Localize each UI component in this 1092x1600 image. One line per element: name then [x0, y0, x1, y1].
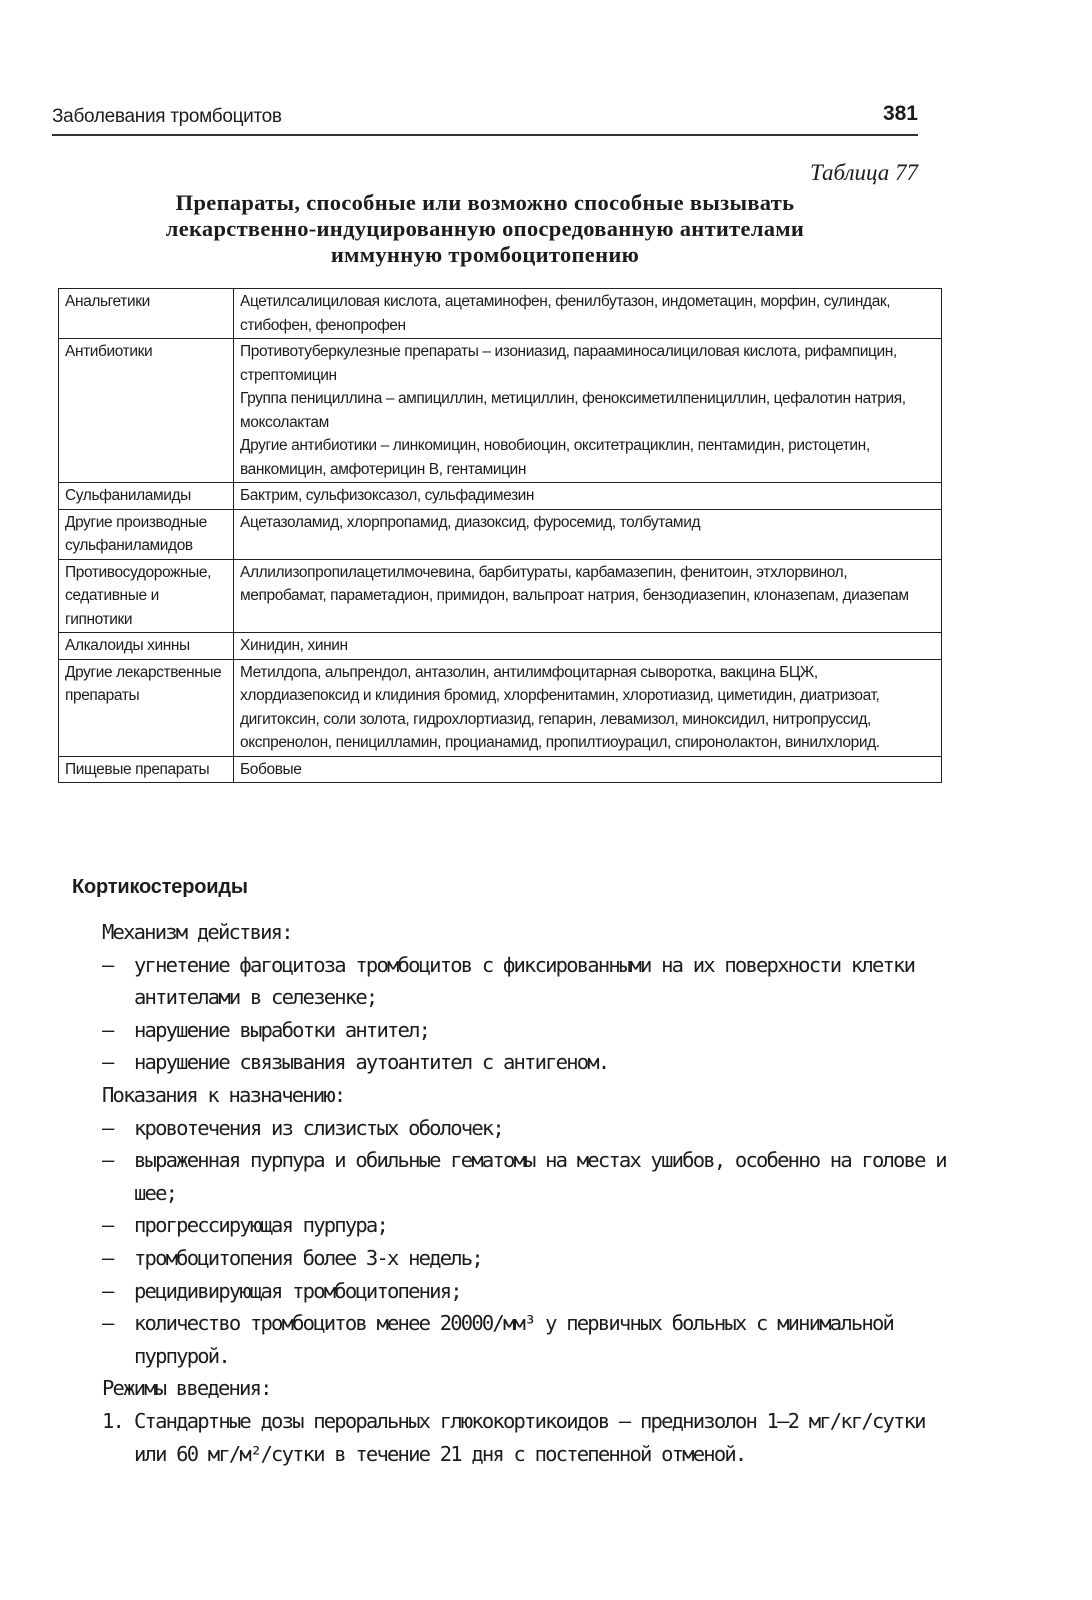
drug-line: Бобовые	[240, 760, 302, 778]
category-cell: Сульфаниламиды	[59, 483, 234, 510]
table-row	[59, 659, 942, 756]
list-item-text: угнетение фагоцитоза тромбоцитов с фиксированными на их поверхности клетки антителами в селезенке;	[134, 952, 915, 1010]
category-cell: Антибиотики	[59, 339, 234, 483]
list-item	[102, 1275, 962, 1308]
category-cell: Алкалоиды хинны	[59, 633, 234, 660]
category-cell: Противосудорожные, седативные и гипнотики	[59, 559, 234, 633]
table-title-line: иммунную тромбоцитопению	[330, 242, 640, 267]
dash-marker: –	[102, 1278, 113, 1303]
drug-line: Ацетазоламид, хлорпропамид, диазоксид, фуросемид, толбутамид	[240, 513, 701, 531]
table-title-line: лекарственно-индуцированную опосредованную антителами	[165, 216, 805, 241]
mechanism-label: Механизм действия:	[102, 920, 292, 944]
drug-line: Хинидин, хинин	[240, 637, 348, 654]
dash-marker: –	[102, 1311, 113, 1336]
table-row	[59, 289, 942, 339]
list-item	[102, 1144, 962, 1209]
list-item	[102, 1112, 962, 1145]
table-number: Таблица 77	[809, 160, 918, 185]
list-item	[102, 1209, 962, 1242]
dash-marker: –	[102, 1115, 113, 1140]
page-number: 381	[882, 102, 918, 125]
drug-line: Бактрим, сульфизоксазол, сульфадимезин	[240, 487, 535, 504]
drug-line: Метилдопа, альпрендол, антазолин, антилимфоцитарная сыворотка, вакцина БЦЖ, хлордиазепоксид и клидиния бромид, хлорфенитамин, хлоротиазид, циметидин, диатризоат, дигитоксин, соли золота, гидрохлортиазид, гепарин, левамизол, миноксидил, нитропруссид, окспренолон, пеницилламин, процианамид, пропилтиоурацил, спиронолактон, винилхлорид.	[240, 663, 880, 751]
category-cell: Анальгетики	[59, 289, 234, 339]
drugs-cell	[234, 559, 942, 633]
table-row	[59, 559, 942, 633]
table-row	[59, 756, 942, 783]
dash-marker: –	[102, 1245, 113, 1270]
drug-line: Группа пенициллина – ампициллин, метициллин, феноксиметилпенициллин, цефалотин натрия, моксолактам	[240, 390, 906, 431]
drug-line: Противотуберкулезные препараты – изониазид, парааминосалициловая кислота, рифампицин, стрептомицин	[240, 343, 897, 384]
drug-table	[58, 288, 942, 783]
dash-marker: –	[102, 1148, 113, 1173]
list-item-text: нарушение выработки антител;	[134, 1017, 430, 1042]
drugs-cell	[234, 633, 942, 660]
drugs-cell	[234, 659, 942, 756]
list-item-text: количество тромбоцитов менее 20000/мм³ у первичных больных с минимальной пурпурой.	[134, 1311, 894, 1368]
section-body	[102, 916, 962, 1470]
category-cell: Другие производные сульфаниламидов	[59, 509, 234, 559]
drugs-cell	[234, 756, 942, 783]
table-title-line: Препараты, способные или возможно способные вызывать	[175, 190, 795, 215]
drugs-cell	[234, 339, 942, 483]
indications-label: Показания к назначению:	[102, 1082, 345, 1107]
table-row	[59, 339, 942, 483]
number-marker: 1.	[102, 1408, 124, 1433]
dash-marker: –	[102, 1050, 113, 1075]
dash-marker: –	[102, 1017, 113, 1042]
dash-marker: –	[102, 952, 113, 977]
drugs-cell	[234, 483, 942, 510]
regimens-label: Режимы введения:	[102, 1376, 271, 1401]
table-row	[59, 509, 942, 559]
drugs-cell	[234, 289, 942, 339]
running-title: Заболевания тромбоцитов	[52, 106, 282, 127]
list-item	[102, 1046, 962, 1079]
list-item-text: нарушение связывания аутоантител с антигеном.	[134, 1050, 609, 1075]
list-item	[102, 1242, 962, 1275]
table-row	[59, 483, 942, 510]
category-cell: Другие лекарственные препараты	[59, 659, 234, 756]
table-title	[60, 190, 910, 268]
section-heading: Кортикостероиды	[72, 876, 248, 898]
table-row	[59, 633, 942, 660]
drug-line: Другие антибиотики – линкомицин, новобиоцин, окситетрациклин, пентамидин, ристоцетин, ванкомицин, амфотерицин В, гентамицин	[240, 437, 870, 478]
list-item	[102, 949, 962, 1014]
category-cell: Пищевые препараты	[59, 756, 234, 783]
list-item-text: прогрессирующая пурпура;	[134, 1213, 388, 1238]
list-item-text: рецидивирующая тромбоцитопения;	[134, 1278, 461, 1303]
drug-line: Ацетилсалициловая кислота, ацетаминофен, фенилбутазон, индометацин, морфин, сулиндак, стибофен, фенопрофен	[240, 293, 891, 334]
drug-line: Аллилизопропилацетилмочевина, барбитураты, карбамазепин, фенитоин, этхлорвинол, мепробамат, параметадион, примидон, вальпроат натрия, бензодиазепин, клоназепам, диазепам	[240, 563, 909, 604]
list-item-text: тромбоцитопения более 3-х недель;	[134, 1245, 482, 1270]
list-item-text: Стандартные дозы пероральных глюкокортикоидов – преднизолон 1–2 мг/кг/сутки или 60 мг/м²/сутки в течение 21 дня с постепенной отменой.	[134, 1408, 925, 1466]
numbered-item	[102, 1405, 962, 1470]
list-item	[102, 1014, 962, 1047]
dash-marker: –	[102, 1213, 113, 1238]
drugs-cell	[234, 509, 942, 559]
list-item-text: выраженная пурпура и обильные гематомы на местах ушибов, особенно на голове и шее;	[134, 1148, 946, 1205]
list-item	[102, 1307, 962, 1372]
list-item-text: кровотечения из слизистых оболочек;	[134, 1115, 503, 1140]
header-rule	[52, 134, 918, 136]
page-header	[52, 102, 918, 134]
